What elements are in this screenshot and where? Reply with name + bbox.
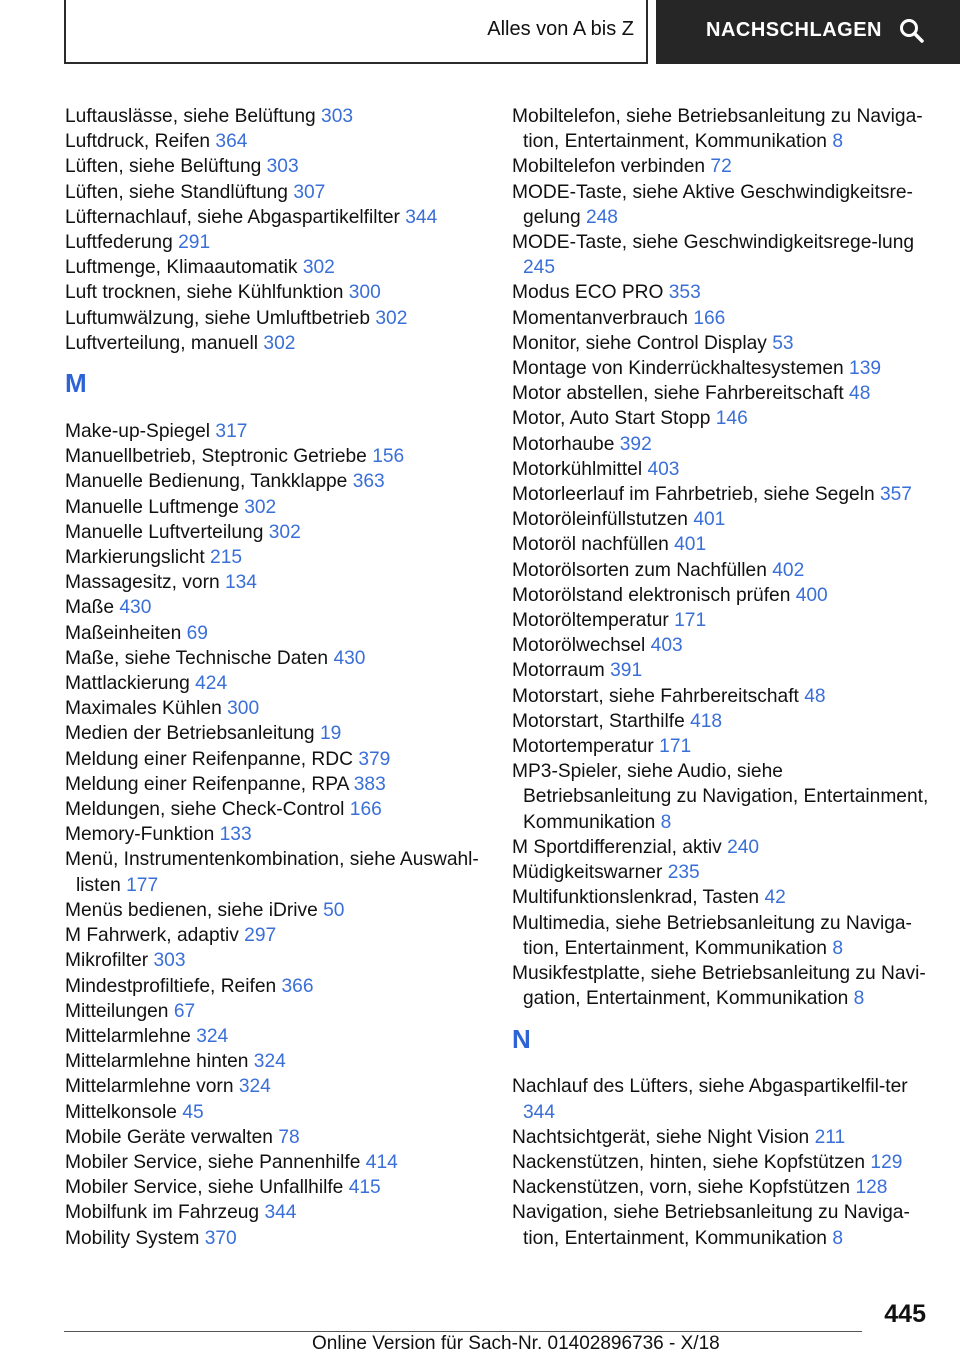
page-link[interactable]: 8 — [832, 1227, 843, 1249]
index-entry-term: Manuelle Luftverteilung — [65, 521, 264, 543]
index-entry-term: MODE-Taste, siehe Aktive Geschwindigkeitsre-gelung — [512, 181, 913, 228]
index-entry — [65, 721, 485, 746]
index-entry — [65, 999, 485, 1024]
page-link[interactable]: 240 — [727, 836, 760, 858]
index-entry-term: Nackenstützen, vorn, siehe Kopfstützen — [512, 1177, 851, 1199]
page-link[interactable]: 303 — [153, 950, 186, 972]
page-link[interactable]: 78 — [278, 1126, 300, 1148]
page-link[interactable]: 245 — [523, 257, 556, 279]
index-entry — [512, 180, 932, 230]
index-entry — [65, 1024, 485, 1049]
entry-group-m-continued — [512, 104, 932, 1011]
index-entry-term: Massagesitz, vorn — [65, 572, 220, 594]
index-entry-term: Müdigkeitswarner — [512, 862, 663, 884]
page-link[interactable]: 324 — [238, 1076, 271, 1098]
page-link[interactable]: 324 — [253, 1051, 286, 1073]
index-entry — [512, 684, 932, 709]
page-link[interactable]: 370 — [204, 1227, 237, 1249]
page-link[interactable]: 50 — [323, 899, 345, 921]
index-entry — [65, 646, 485, 671]
page-link[interactable]: 69 — [186, 622, 208, 644]
index-entry-term: Lüften, siehe Belüftung — [65, 156, 262, 178]
index-entry-term: Lüften, siehe Standlüftung — [65, 181, 288, 203]
index-entry — [512, 331, 932, 356]
page-link[interactable]: 8 — [660, 811, 672, 833]
index-entry — [512, 432, 932, 457]
index-entry — [65, 419, 485, 444]
page-link[interactable]: 166 — [693, 307, 726, 329]
entry-group-n — [512, 1074, 932, 1250]
index-entry — [65, 747, 485, 772]
index-entry-term: Maßeinheiten — [65, 622, 182, 644]
index-entry — [65, 797, 485, 822]
section-title: Alles von A bis Z — [487, 18, 634, 40]
index-entry — [512, 885, 932, 910]
index-entry-term: MODE-Taste, siehe Geschwindigkeitsrege-lung — [512, 232, 915, 254]
letter-heading-m: M — [65, 368, 87, 399]
index-entry — [65, 621, 485, 646]
page-link[interactable]: 401 — [693, 509, 726, 531]
index-entry-term: Motorraum — [512, 660, 605, 682]
index-entry — [512, 104, 932, 154]
index-entry — [512, 482, 932, 507]
index-entry-term: Navigation, siehe Betriebsanleitung zu Naviga-tion, Entertainment, Kommunikation — [512, 1202, 910, 1249]
index-entry — [512, 734, 932, 759]
page-link[interactable]: 302 — [244, 496, 277, 518]
index-entry — [65, 974, 485, 999]
page-link[interactable]: 324 — [196, 1025, 229, 1047]
index-entry — [65, 1226, 485, 1251]
index-entry-term: Menüs bedienen, siehe iDrive — [65, 899, 318, 921]
index-entry — [512, 759, 932, 835]
page-link[interactable]: 8 — [832, 937, 843, 959]
index-entry — [512, 280, 932, 305]
page-link[interactable]: 302 — [375, 307, 408, 329]
index-entry — [65, 230, 485, 255]
index-entry-term: Mobility System — [65, 1227, 200, 1249]
page-link[interactable]: 300 — [227, 698, 260, 720]
index-entry-term: Motorhaube — [512, 433, 615, 455]
page-link[interactable]: 291 — [178, 232, 211, 254]
index-entry-term: Motorölstand elektronisch prüfen — [512, 584, 791, 606]
index-entry-term: Mittelkonsole — [65, 1101, 177, 1123]
page-link[interactable]: 235 — [667, 862, 700, 884]
online-version-note: Online Version für Sach-Nr. 01402896736 - X/18 — [312, 1333, 720, 1354]
index-entry — [512, 356, 932, 381]
page-link[interactable]: 363 — [352, 471, 385, 493]
index-column-right — [512, 104, 932, 1251]
page-link[interactable]: 171 — [659, 736, 692, 758]
index-entry — [65, 1200, 485, 1225]
index-entry — [512, 608, 932, 633]
index-entry — [65, 129, 485, 154]
page-link[interactable]: 430 — [333, 647, 366, 669]
index-entry — [65, 1049, 485, 1074]
index-entry-term: Nachtsichtgerät, siehe Night Vision — [512, 1126, 810, 1148]
page-link[interactable]: 45 — [182, 1101, 204, 1123]
page-link[interactable]: 146 — [715, 408, 748, 430]
index-entry-term: Mobiltelefon verbinden — [512, 156, 706, 178]
letter-heading-n: N — [512, 1024, 531, 1055]
index-entry — [512, 658, 932, 683]
page-link[interactable]: 48 — [849, 383, 871, 405]
page-link[interactable]: 19 — [319, 723, 342, 745]
page-link[interactable]: 42 — [764, 887, 786, 909]
index-entry — [65, 180, 485, 205]
index-entry — [65, 772, 485, 797]
page-link[interactable]: 383 — [353, 773, 386, 795]
page-link[interactable]: 402 — [772, 559, 805, 581]
index-entry-term: Medien der Betriebsanleitung — [65, 723, 315, 745]
index-entry — [65, 306, 485, 331]
index-entry-term: Motoröl nachfüllen — [512, 534, 669, 556]
index-entry — [65, 595, 485, 620]
entry-group-m — [65, 419, 485, 1251]
index-entry — [65, 570, 485, 595]
index-entry-term: Motorkühlmittel — [512, 458, 643, 480]
index-entry — [512, 154, 932, 179]
index-entry-term: MP3-Spieler, siehe Audio, siehe Betriebsanleitung zu Navigation, Entertainment, Kommunikation — [512, 761, 929, 833]
index-entry-term: Meldung einer Reifenpanne, RPA — [65, 773, 349, 795]
index-entry — [512, 633, 932, 658]
index-entry — [512, 406, 932, 431]
page-link[interactable]: 344 — [405, 206, 438, 228]
index-entry — [65, 104, 485, 129]
index-entry-term: Markierungslicht — [65, 547, 205, 569]
index-entry — [512, 1074, 932, 1124]
page-link[interactable]: 48 — [804, 685, 826, 707]
index-entry — [512, 709, 932, 734]
index-entry-term: Mittelarmlehne hinten — [65, 1051, 249, 1073]
index-column-left — [65, 104, 485, 1251]
index-entry-term: Luftfederung — [65, 232, 173, 254]
index-entry-term: Maximales Kühlen — [65, 698, 222, 720]
index-entry — [512, 230, 932, 280]
entry-group-l — [65, 104, 485, 356]
index-entry-term: Maße — [65, 597, 115, 619]
index-entry — [65, 255, 485, 280]
index-entry-term: Motor, Auto Start Stopp — [512, 408, 711, 430]
index-entry — [512, 306, 932, 331]
page-link[interactable]: 392 — [619, 433, 652, 455]
index-entry — [65, 898, 485, 923]
page-link[interactable]: 53 — [772, 332, 794, 354]
page-link[interactable]: 171 — [674, 610, 707, 632]
page-link[interactable]: 8 — [853, 988, 865, 1010]
page-link[interactable]: 307 — [293, 181, 326, 203]
page-link[interactable]: 366 — [281, 975, 314, 997]
page-link[interactable]: 133 — [219, 824, 252, 846]
index-entry-term: Mikrofilter — [65, 950, 149, 972]
index-entry-term: Mittelarmlehne — [65, 1025, 191, 1047]
index-entry — [512, 1125, 932, 1150]
index-entry — [65, 444, 485, 469]
index-entry-term: Mindestprofiltiefe, Reifen — [65, 975, 277, 997]
header-chapter-tab[interactable] — [656, 0, 960, 64]
page-number: 445 — [884, 1300, 926, 1328]
index-entry-term: Motorstart, siehe Fahrbereitschaft — [512, 685, 799, 707]
page-link[interactable]: 364 — [215, 131, 248, 153]
page-link[interactable]: 317 — [215, 421, 248, 443]
index-entry — [65, 154, 485, 179]
index-entry-term: Lüfternachlauf, siehe Abgaspartikelfilter — [65, 206, 400, 228]
index-entry-term: Menü, Instrumentenkombination, siehe Auswahl-listen — [65, 849, 479, 896]
index-entry-term: Monitor, siehe Control Display — [512, 332, 767, 354]
index-entry — [65, 1175, 485, 1200]
index-entry-term: Luft trocknen, siehe Kühlfunktion — [65, 282, 344, 304]
page-link[interactable]: 297 — [244, 925, 277, 947]
index-entry — [65, 923, 485, 948]
index-entry — [65, 205, 485, 230]
index-entry — [512, 1200, 932, 1250]
index-entry-term: Luftumwälzung, siehe Umluftbetrieb — [65, 307, 371, 329]
page-link[interactable]: 177 — [126, 874, 159, 896]
index-entry-term: Motoröleinfüllstutzen — [512, 509, 688, 531]
index-entry-term: Momentanverbrauch — [512, 307, 688, 329]
index-entry — [65, 822, 485, 847]
index-entry-term: Luftverteilung, manuell — [65, 332, 259, 354]
index-entry — [65, 696, 485, 721]
index-entry-term: Motoröltemperatur — [512, 610, 669, 632]
index-entry — [65, 545, 485, 570]
page-link[interactable]: 134 — [224, 572, 257, 594]
index-entry — [65, 1100, 485, 1125]
index-entry-term: Luftdruck, Reifen — [65, 131, 211, 153]
page-link[interactable]: 215 — [210, 547, 243, 569]
page-link[interactable]: 8 — [832, 131, 843, 153]
index-entry — [65, 520, 485, 545]
index-entry — [512, 1150, 932, 1175]
index-entry — [512, 381, 932, 406]
page-link[interactable]: 156 — [372, 446, 405, 468]
index-entry-term: Modus ECO PRO — [512, 282, 664, 304]
index-entry-term: Mobiler Service, siehe Pannenhilfe — [65, 1151, 361, 1173]
page-link[interactable]: 166 — [349, 799, 382, 821]
index-entry — [512, 860, 932, 885]
page-link[interactable]: 418 — [690, 710, 723, 732]
page-link[interactable]: 415 — [348, 1177, 381, 1199]
index-entry-term: Luftmenge, Klimaautomatik — [65, 257, 298, 279]
index-entry — [512, 961, 932, 1011]
index-entry — [512, 507, 932, 532]
index-entry-term: M Sportdifferenzial, aktiv — [512, 836, 722, 858]
page-link[interactable]: 129 — [870, 1151, 903, 1173]
page-link[interactable]: 67 — [173, 1000, 196, 1022]
page-link[interactable]: 303 — [266, 156, 299, 178]
page-link[interactable]: 344 — [264, 1202, 297, 1224]
index-entry — [512, 583, 932, 608]
index-entry-term: Nachlauf des Lüfters, siehe Abgaspartikelfil-ter — [512, 1076, 908, 1098]
index-entry-term: Motorstart, Starthilfe — [512, 710, 685, 732]
page-link[interactable]: 430 — [119, 597, 152, 619]
page-link[interactable]: 139 — [849, 358, 882, 380]
index-entry — [65, 1125, 485, 1150]
page-link[interactable]: 424 — [195, 673, 228, 695]
search-icon[interactable] — [898, 17, 926, 45]
index-entry-term: Meldung einer Reifenpanne, RDC — [65, 748, 353, 770]
index-entry-term: Manuelle Bedienung, Tankklappe — [65, 471, 348, 493]
page-link[interactable]: 128 — [855, 1177, 888, 1199]
page-link[interactable]: 72 — [710, 156, 732, 178]
page-link[interactable]: 353 — [668, 282, 701, 304]
page-link[interactable]: 379 — [358, 748, 391, 770]
index-entry — [512, 532, 932, 557]
header-section-box — [64, 0, 648, 64]
index-entry-term: Multimedia, siehe Betriebsanleitung zu Naviga-tion, Entertainment, Kommunikation — [512, 912, 912, 959]
page-link[interactable]: 344 — [523, 1101, 556, 1123]
index-entry-term: Musikfestplatte, siehe Betriebsanleitung zu Navi-gation, Entertainment, Kommunikation — [512, 962, 926, 1010]
page-link[interactable]: 302 — [263, 332, 296, 354]
index-entry-term: Meldungen, siehe Check-Control — [65, 799, 345, 821]
index-entry — [512, 911, 932, 961]
page-link[interactable]: 403 — [650, 635, 683, 657]
index-entry-term: Luftauslässe, siehe Belüftung — [65, 106, 316, 127]
index-entry-term: Memory-Funktion — [65, 824, 215, 846]
index-entry — [65, 280, 485, 305]
index-entry — [65, 331, 485, 356]
footer-divider — [64, 1331, 862, 1332]
page-link[interactable]: 400 — [795, 584, 828, 606]
index-entry-term: Mobile Geräte verwalten — [65, 1126, 273, 1148]
index-entry-term: Motorölwechsel — [512, 635, 646, 657]
index-entry-term: Motortemperatur — [512, 736, 654, 758]
page-link[interactable]: 357 — [879, 484, 912, 506]
page-link[interactable]: 211 — [814, 1126, 846, 1148]
chapter-title: NACHSCHLAGEN — [706, 19, 882, 41]
index-entry-term: Mitteilungen — [65, 1000, 169, 1022]
index-entry — [512, 835, 932, 860]
index-entry-term: Mobilfunk im Fahrzeug — [65, 1202, 260, 1224]
index-entry-term: Mobiler Service, siehe Unfallhilfe — [65, 1177, 344, 1199]
index-entry-term: Make-up-Spiegel — [65, 421, 211, 443]
page-link[interactable]: 403 — [647, 458, 680, 480]
page-link[interactable]: 302 — [268, 521, 301, 543]
index-entry — [512, 457, 932, 482]
index-entry-term: M Fahrwerk, adaptiv — [65, 925, 239, 947]
index-entry — [65, 847, 485, 897]
index-entry-term: Manuelle Luftmenge — [65, 496, 239, 518]
index-entry-term: Mobiltelefon, siehe Betriebsanleitung zu Naviga-tion, Entertainment, Kommunikation — [512, 106, 923, 153]
page-link[interactable]: 391 — [610, 660, 643, 682]
index-entry — [65, 948, 485, 973]
index-entry-term: Motorleerlauf im Fahrbetrieb, siehe Segeln — [512, 484, 875, 506]
index-entry-term: Multifunktionslenkrad, Tasten — [512, 887, 760, 909]
index-entry — [65, 469, 485, 494]
index-entry — [65, 671, 485, 696]
index-entry-term: Maße, siehe Technische Daten — [65, 647, 329, 669]
index-entry-term: Mittelarmlehne vorn — [65, 1076, 234, 1098]
page-link[interactable]: 302 — [302, 257, 335, 279]
index-entry-term: Manuellbetrieb, Steptronic Getriebe — [65, 446, 367, 468]
index-entry — [512, 558, 932, 583]
index-entry-term: Motorölsorten zum Nachfüllen — [512, 559, 767, 581]
index-entry-term: Motor abstellen, siehe Fahrbereitschaft — [512, 383, 844, 405]
page-link[interactable]: 303 — [321, 106, 354, 127]
index-entry — [65, 1074, 485, 1099]
page-link[interactable]: 401 — [674, 534, 707, 556]
index-entry — [512, 1175, 932, 1200]
page-link[interactable]: 414 — [365, 1151, 398, 1173]
index-entry-term: Nackenstützen, hinten, siehe Kopfstützen — [512, 1151, 866, 1173]
index-entry-term: Montage von Kinderrückhaltesystemen — [512, 358, 844, 380]
index-entry-term: Mattlackierung — [65, 673, 190, 695]
index-entry — [65, 495, 485, 520]
page-link[interactable]: 248 — [585, 206, 618, 228]
page-link[interactable]: 300 — [348, 282, 381, 304]
index-entry — [65, 1150, 485, 1175]
